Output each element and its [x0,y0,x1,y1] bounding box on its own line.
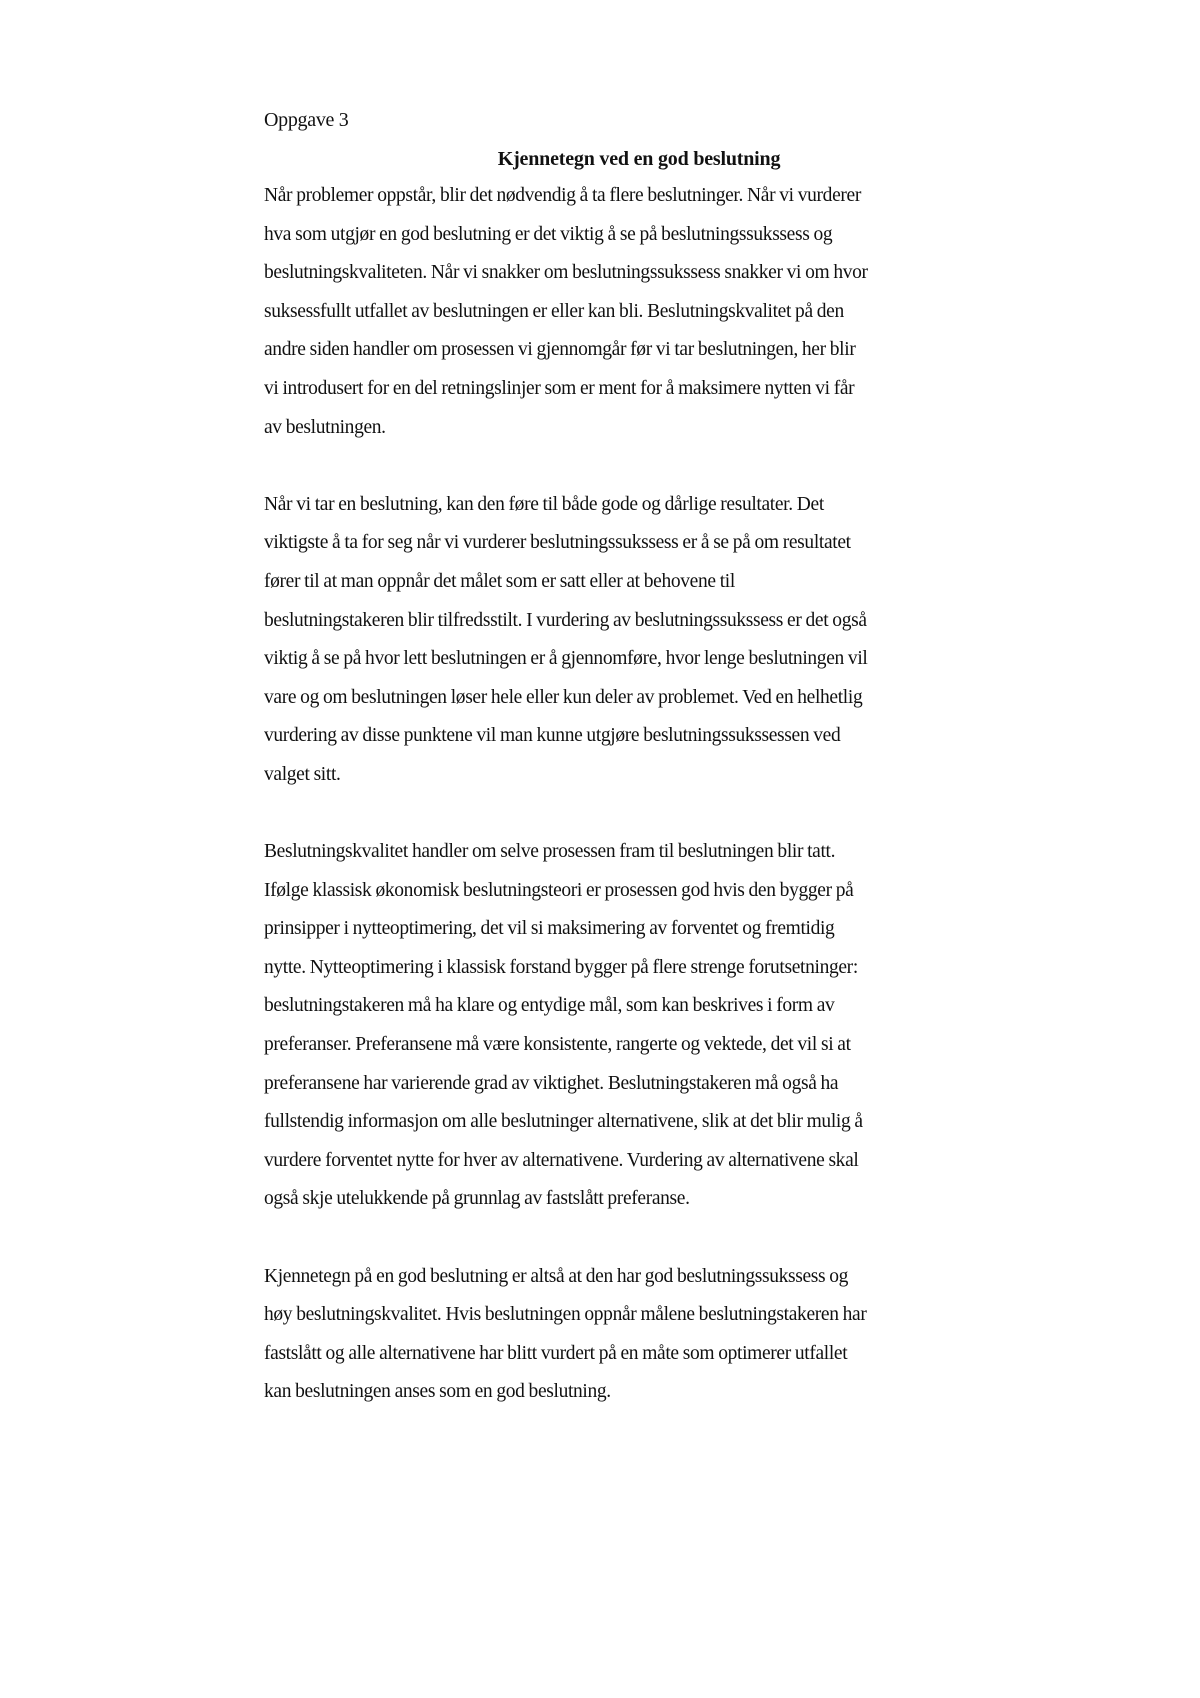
text-line: beslutningstakeren blir tilfredsstilt. I vurdering av beslutningssukssess er det også [264,609,867,631]
text-line: viktig å se på hvor lett beslutningen er å gjennomføre, hvor lenge beslutningen vil [264,648,868,670]
text-line: av beslutningen. [264,416,386,438]
text-line: andre siden handler om prosessen vi gjennomgår før vi tar beslutningen, her blir [264,339,856,361]
text-line: viktigste å ta for seg når vi vurderer beslutningssukssess er å se på om resultatet [264,532,851,554]
text-line: hva som utgjør en god beslutning er det viktig å se på beslutningssukssess og [264,223,833,245]
text-line: Når problemer oppstår, blir det nødvendig å ta flere beslutninger. Når vi vurderer [264,185,861,206]
text-line: vurdere forventet nytte for hver av alternativene. Vurdering av alternativene skal [264,1149,859,1171]
text-line: vare og om beslutningen løser hele eller kun deler av problemet. Ved en helhetlig [264,686,863,708]
text-line: Beslutningskvalitet handler om selve prosessen fram til beslutningen blir tatt. [264,841,836,863]
task-label: Oppgave 3 [264,109,349,131]
text-line: også skje utelukkende på grunnlag av fastslått preferanse. [264,1188,690,1210]
paragraph-spacer [264,800,1024,839]
paragraph-conclusion [264,1263,1024,1417]
document-body [264,182,1024,1417]
text-line: vi introdusert for en del retningslinjer som er ment for å maksimere nytten vi får [264,377,855,399]
text-line: preferansene har varierende grad av viktighet. Beslutningstakeren må også ha [264,1072,839,1094]
paragraph-spacer [264,1224,1024,1263]
text-line: fastslått og alle alternativene har blitt vurdert på en måte som optimerer utfallet [264,1342,848,1364]
paragraph-decision-success [264,491,1024,800]
text-line: nytte. Nytteoptimering i klassisk forstand bygger på flere strenge forutsetninger: [264,956,858,978]
text-line: Kjennetegn på en god beslutning er altså at den har god beslutningssukssess og [264,1265,849,1287]
text-line: preferanser. Preferansene må være konsistente, rangerte og vektede, det vil si at [264,1034,851,1056]
text-line: valget sitt. [264,763,341,785]
text-line: Når vi tar en beslutning, kan den føre til både gode og dårlige resultater. Det [264,493,824,515]
paragraph-intro [264,182,1024,452]
text-line: høy beslutningskvalitet. Hvis beslutningen oppnår målene beslutningstakeren har [264,1304,867,1326]
document-heading: Kjennetegn ved en god beslutning [497,148,781,170]
text-line: prinsipper i nytteoptimering, det vil si maksimering av forventet og fremtidig [264,918,835,940]
text-line: suksessfullt utfallet av beslutningen er eller kan bli. Beslutningskvalitet på den [264,300,844,322]
paragraph-spacer [264,452,1024,491]
text-line: fører til at man oppnår det målet som er satt eller at behovene til [264,570,735,592]
text-line: Ifølge klassisk økonomisk beslutningsteori er prosessen god hvis den bygger på [264,879,854,901]
paragraph-decision-quality [264,838,1024,1224]
text-line: vurdering av disse punktene vil man kunne utgjøre beslutningssukssessen ved [264,725,841,747]
text-line: beslutningskvaliteten. Når vi snakker om beslutningssukssess snakker vi om hvor [264,262,868,284]
text-line: kan beslutningen anses som en god beslutning. [264,1381,611,1403]
text-line: fullstendig informasjon om alle beslutninger alternativene, slik at det blir mulig å [264,1111,863,1133]
text-line: beslutningstakeren må ha klare og entydige mål, som kan beskrives i form av [264,995,835,1017]
